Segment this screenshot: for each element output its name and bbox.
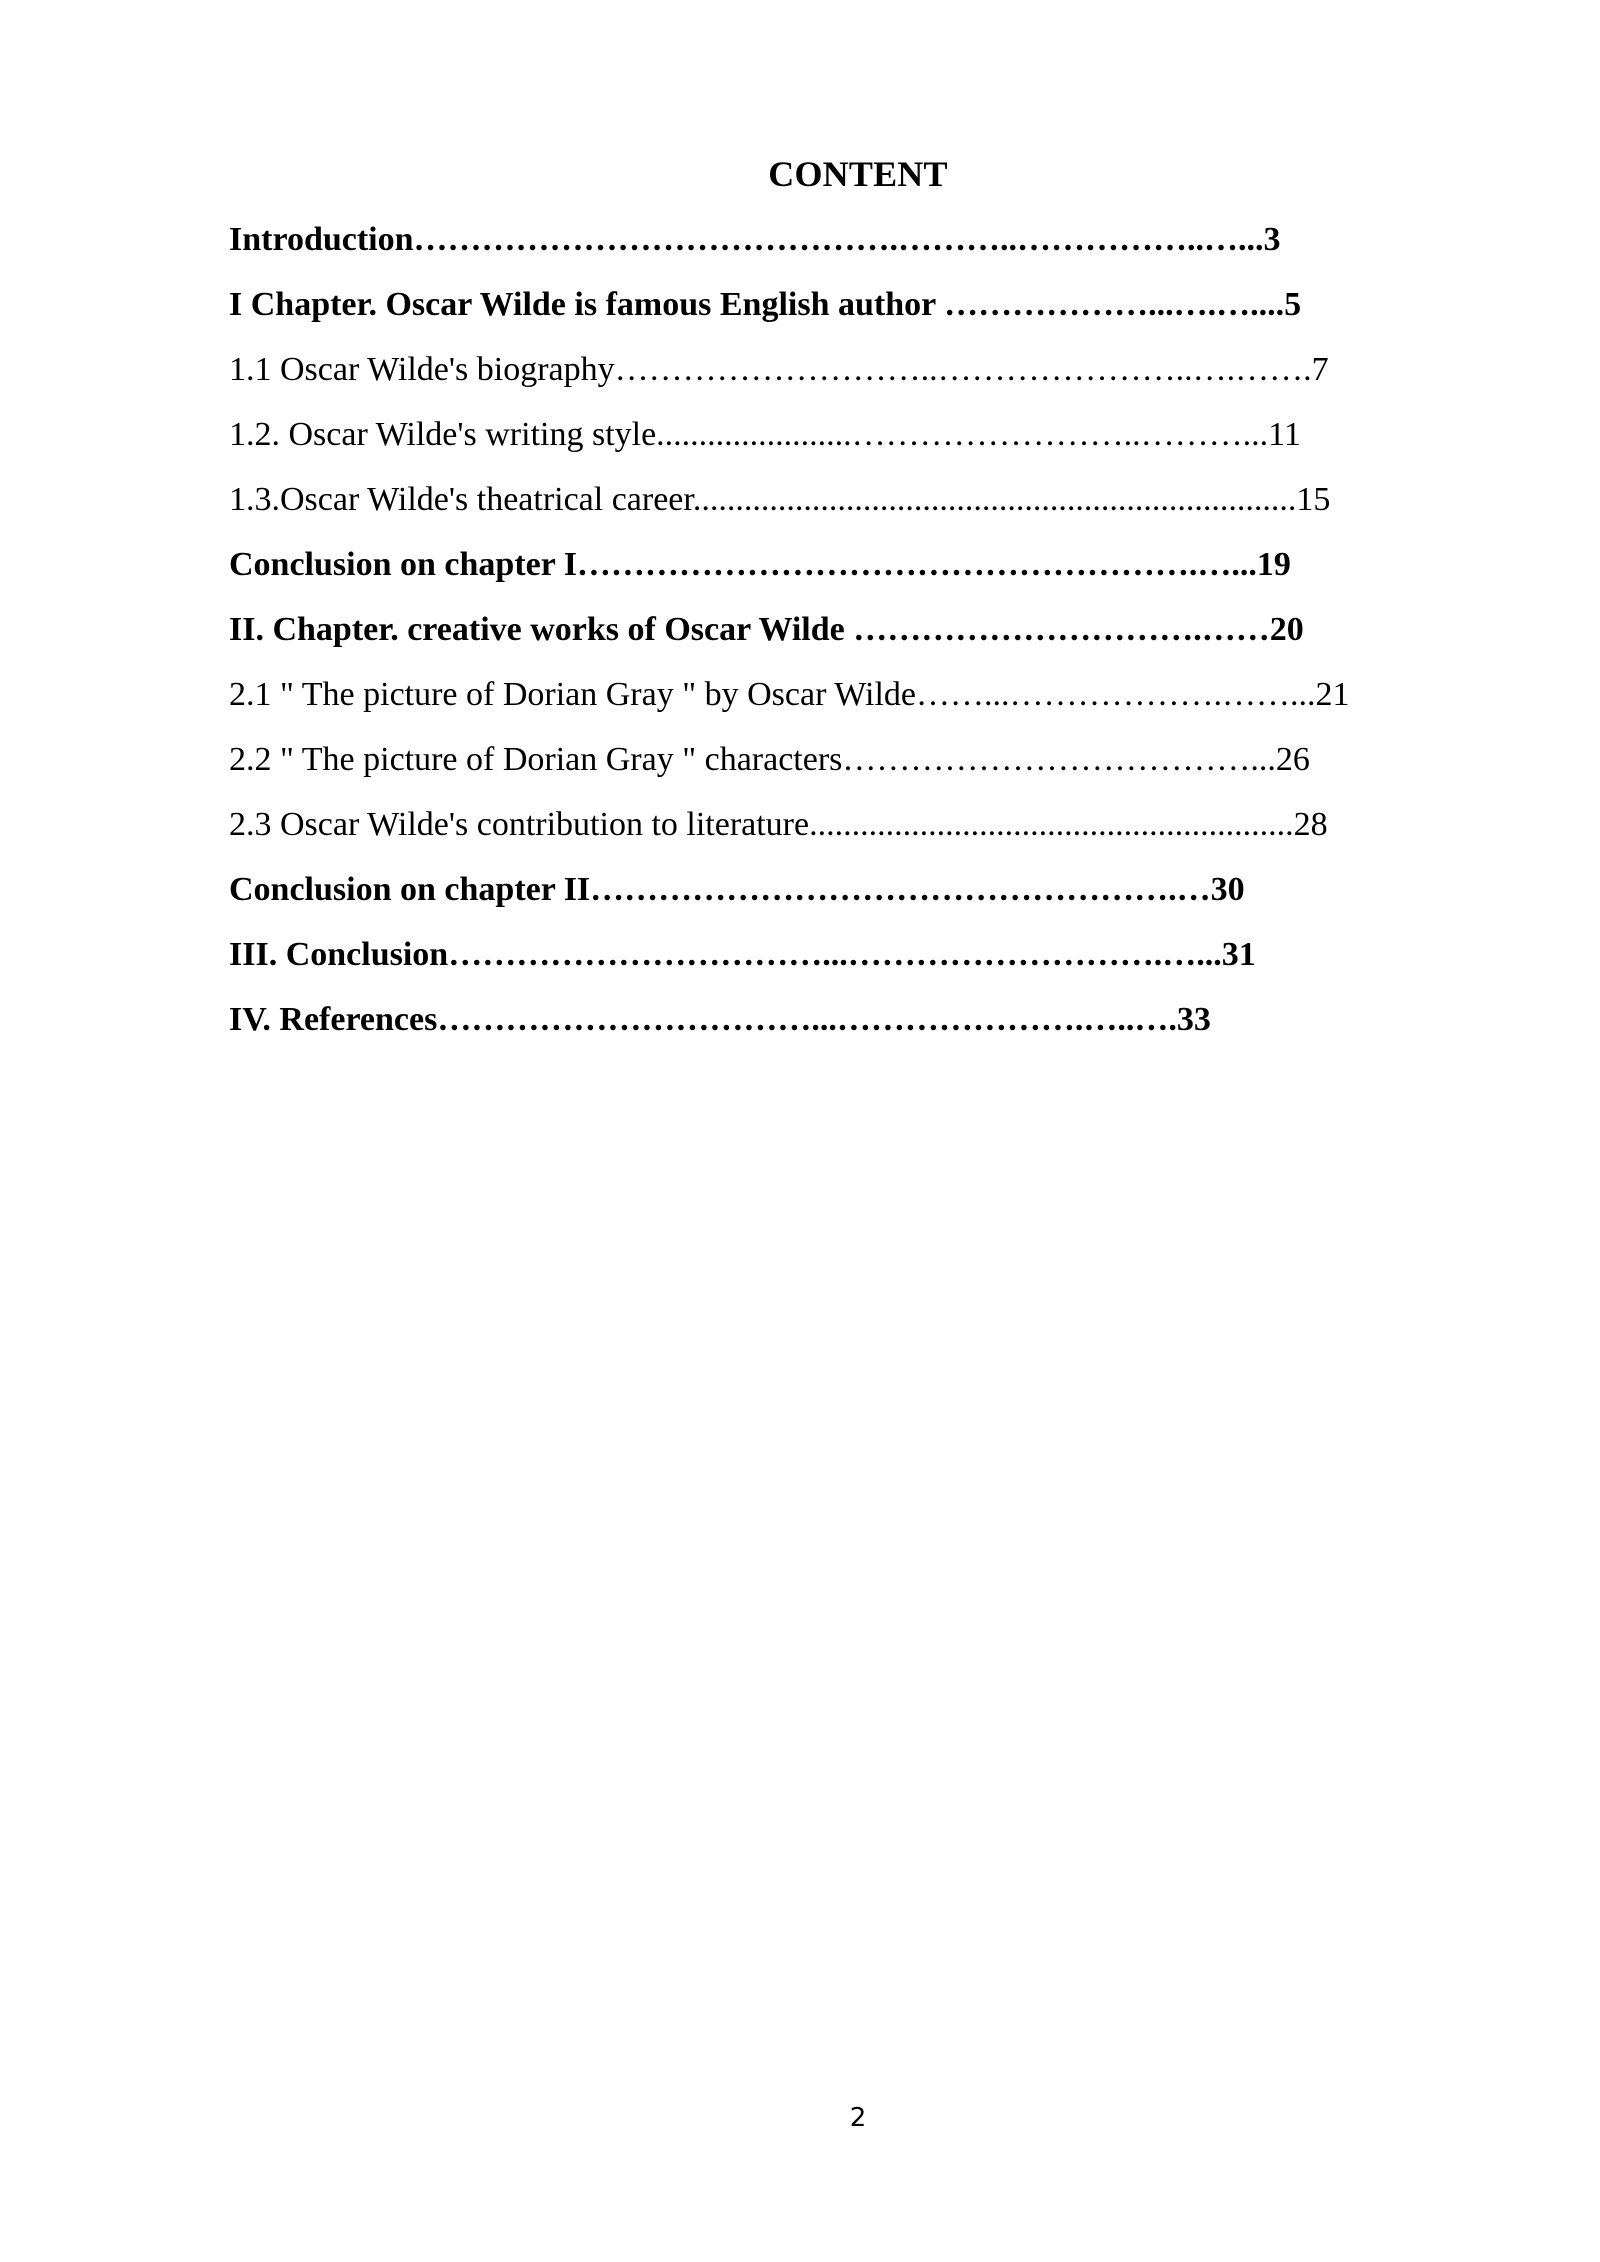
toc-entry-text: Conclusion on chapter II…………………………………………….…30 (229, 871, 1245, 908)
toc-entry-conclusion-chapter-2[interactable] (229, 868, 1489, 933)
toc-entry-text: 2.1 " The picture of Dorian Gray " by Oscar Wilde……...……………….……...21 (229, 676, 1350, 713)
toc-entry-chapter-2[interactable] (229, 608, 1489, 673)
toc-entry-text: Introduction…………………………………….………..……………..…...3 (229, 221, 1281, 258)
toc-entry-text: Conclusion on chapter I……………………………………………….…...19 (229, 546, 1291, 583)
toc-entry-2-1[interactable] (229, 673, 1489, 738)
toc-entry-text: 2.2 " The picture of Dorian Gray " characters………………………………...26 (229, 741, 1310, 778)
toc-entry-conclusion-chapter-1[interactable] (229, 543, 1489, 608)
page-title: CONTENT (768, 154, 948, 194)
toc-entry-chapter-1[interactable] (229, 283, 1489, 348)
toc-entry-text: 1.1 Oscar Wilde's biography………………………..…………………..….…….7 (229, 351, 1329, 388)
toc-entry-text: IV. References……………………………...………………….…..….33 (229, 1001, 1211, 1038)
toc-entry-1-2[interactable] (229, 413, 1489, 478)
toc-entry-introduction[interactable] (229, 218, 1489, 283)
toc-entry-1-3[interactable] (229, 478, 1489, 543)
toc-entry-text: 2.3 Oscar Wilde's contribution to literature.........................................................28 (229, 806, 1328, 843)
toc-entry-2-2[interactable] (229, 738, 1489, 803)
toc-entry-1-1[interactable] (229, 348, 1489, 413)
toc-entry-text: II. Chapter. creative works of Oscar Wilde ………………………….……20 (229, 611, 1304, 648)
toc-entry-text: III. Conclusion……………………………...……………………….…...31 (229, 936, 1256, 973)
toc-entry-text: I Chapter. Oscar Wilde is famous English author ………………...….…....5 (229, 286, 1302, 323)
toc-entry-text: 1.3.Oscar Wilde's theatrical career.......................................................................15 (229, 481, 1331, 518)
page-number: 2 (849, 2103, 867, 2133)
toc-entry-2-3[interactable] (229, 803, 1489, 868)
table-of-contents (229, 218, 1489, 1063)
toc-entry-text: 1.2. Oscar Wilde's writing style.......................……………………..………...11 (229, 416, 1301, 453)
toc-entry-conclusion[interactable] (229, 933, 1489, 998)
toc-entry-references[interactable] (229, 998, 1489, 1063)
